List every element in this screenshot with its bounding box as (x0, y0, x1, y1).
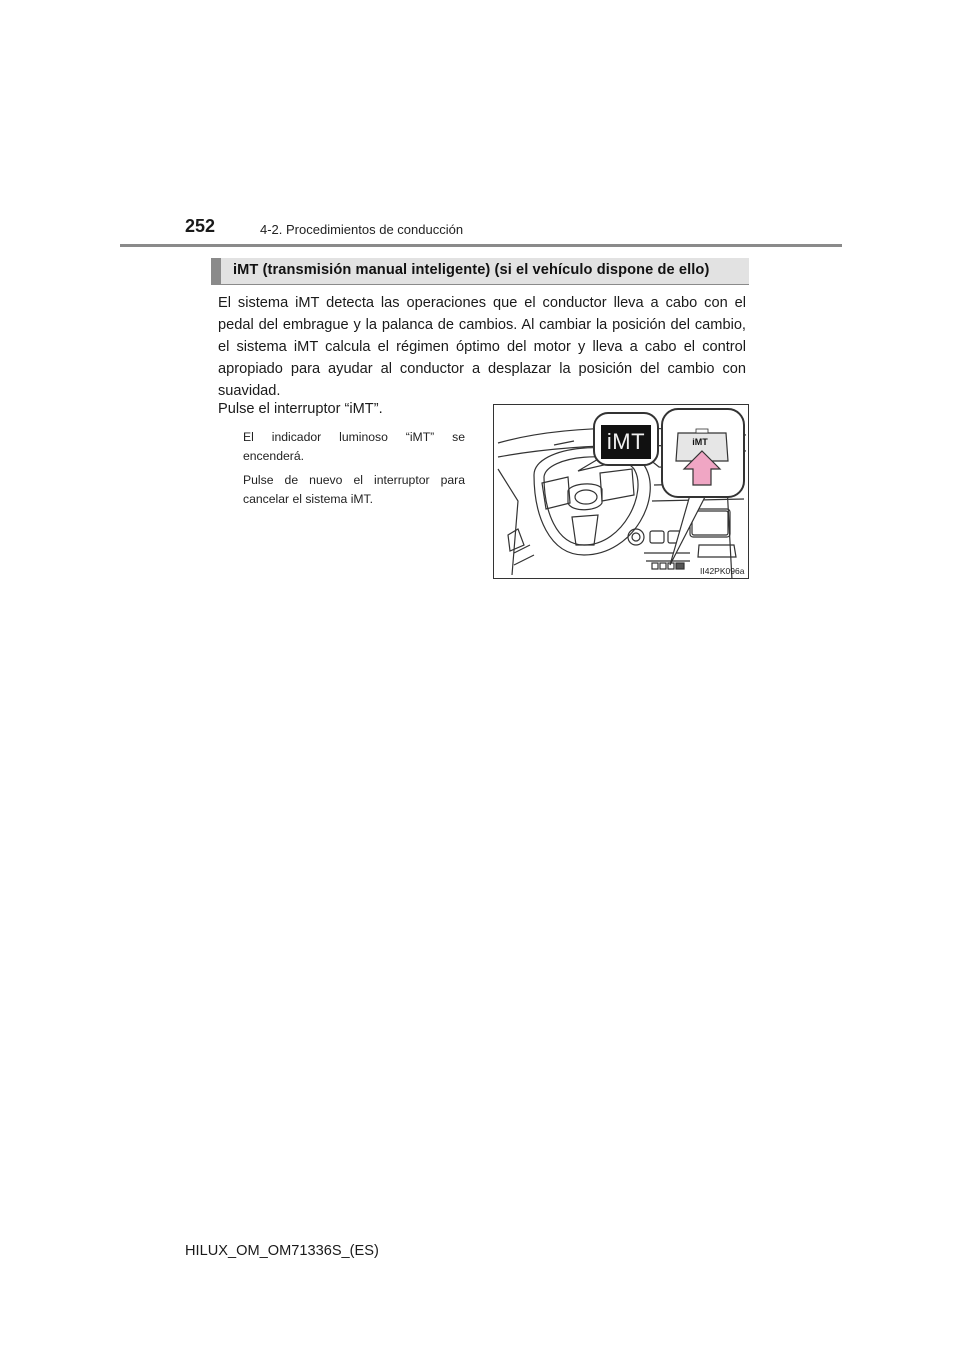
running-head: 4-2. Procedimientos de conducción (260, 222, 464, 237)
step-instruction: Pulse el interruptor “iMT”. (218, 401, 383, 417)
footer-doc-code: HILUX_OM_OM71336S_(ES) (185, 1243, 379, 1259)
note-indicator-on: El indicador luminoso “iMT” se encenderá. (243, 430, 465, 463)
imt-switch-label: iMT (692, 437, 708, 447)
section-heading-bar (211, 258, 749, 284)
control-knob (628, 529, 644, 545)
note-cancel: Pulse de nuevo el interruptor para cancelar el sistema iMT. (243, 473, 465, 506)
body-paragraph: El sistema iMT detecta las operaciones que el conductor lleva a cabo con el pedal del embrague y la palanca de cambios. Al cambiar la posición del cambio, el sistema iMT calcula el régimen óptimo del motor y lleva a cabo el control apropiado para ayudar al conductor a desplazar la posición del cambio con suavidad. (218, 295, 746, 399)
section-underline (211, 284, 749, 285)
header-rule (120, 244, 842, 247)
brand-emblem-icon (575, 490, 597, 504)
imt-indicator-light: iMT (601, 425, 651, 459)
switch-callout-pointer (670, 495, 706, 565)
figure-code: II42PK096a (700, 566, 745, 576)
imt-switch-location (676, 563, 684, 569)
page-number: 252 (185, 216, 216, 236)
section-title: iMT (transmisión manual inteligente) (si el vehículo dispone de ello) (233, 262, 710, 278)
